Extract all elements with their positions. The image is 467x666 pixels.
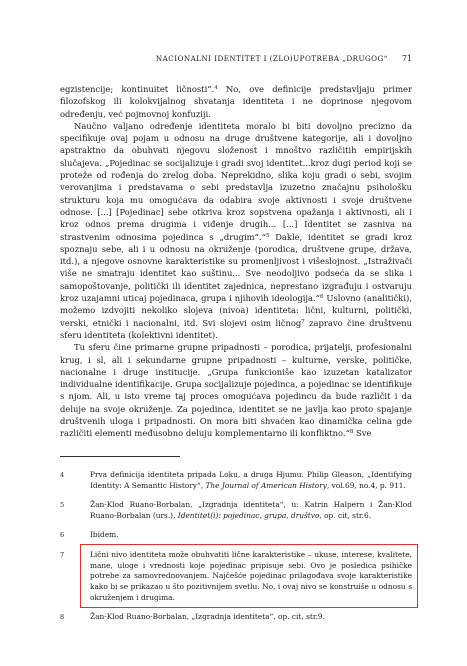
footnote-number: 6: [60, 531, 65, 540]
footnote-separator: [60, 456, 180, 457]
text-run: Uslovno (analitički), možemo izdvojiti nekoliko slojeva (nivoa) identiteta: lični, kulturni, politički, verski, etnički i nacionalni, itd. Svi slojevi osim ličnog: [60, 293, 412, 328]
footnote-text: [90, 500, 412, 522]
footnote-ref-5[interactable]: 5: [265, 232, 270, 239]
running-header: [60, 54, 412, 63]
text-run: , vol.69, no.4, p. 911.: [326, 480, 406, 490]
footnote-5: [60, 500, 412, 522]
page-number: 71: [401, 54, 412, 63]
text-run: Tu sferu čine primarne grupne pripadnosti – porodica, prijatelji, profesionalni krug, i sl, ali i sekundarne grupne pripadnosti – kulturne, verske, političke, nacionalne i druge institucije. „Grupa funkcioniše kao izuzetan katalizator individualne identifikacije. Grupa socijalizuje pojedinca, a pojedinac se identifikuje s njom. Ali, u isto vreme taj proces omogućava pojedincu da bude različit i da deluje na svoje okruženje. Za pojedinca, identitet se ne javlja kao proto spajanje društvenih uloga i pripadnosti. On mora biti shvaćen kao dinamička celina gde različiti elementi međusobno deluju komplementarno ili konfliktno.“: [60, 342, 412, 439]
book-title: Identitet(i): pojedinac, grupa, društvo: [177, 510, 320, 520]
footnote-text: Žan-Klod Ruano-Borbalan, „Izgradnja identiteta“, op. cit, str.9.: [90, 612, 325, 622]
footnote-6: [60, 530, 412, 541]
main-text: [60, 83, 412, 440]
footnotes: [60, 470, 412, 632]
footnote-number: 4: [60, 471, 65, 479]
footnote-number: 7: [60, 550, 65, 559]
footnote-ref-8[interactable]: 8: [349, 429, 354, 436]
text-run: , op. cit, str.6.: [319, 510, 372, 520]
paragraph-3: [60, 341, 412, 439]
footnote-text: Lični nivo identiteta može obuhvatiti lične karakteristike – ukuse, interese, kvalitete, mane, uloge i vrednosti koje pojedinac pripisuje sebi. Ovo je posledica psihičke potrebe za samovrednovanjem. Najčešće pojedinac prilagođava svoje karakteristike kako bi se prikazao u što pozitivnijem svetlu. No, i ovaj nivo se konstruiše u odnosu s okruženjem i drugima.: [90, 549, 412, 602]
footnote-number: 5: [60, 501, 65, 510]
text-run: Naučno valjano određenje identiteta moralo bi biti dovoljno precizno da specifikuje ovaj pojam u odnosu na druge društvene kategorije, ali i dovoljno apstraktno da obuhvati njegovu složenost i mnoštvo različitih empirijskih slučajeva. „Pojedinac se socijalizuje i gradi svoj identitet...kroz dugi period koji se proteže od rođenja do zrelog doba. Neprekidno, slika koju gradi o sebi, svojim verovanjima i predstavama o sebi predstavlja izuzetno značajnu psihološku strukturu koja mu omogućava da odabira svoje aktivnosti i svoje društvene odnose. [...] [Pojedinac] sebe otkriva kroz sopstvena opažanja i aktivnosti, ali i kroz odnos prema drugima i viđenje drugih... [...] Identitet se zasniva na strastvenim odnosima pojedinca s „drugim“.“: [60, 120, 412, 242]
text-run: Žan-Klod Ruano-Borbalan, „Izgradnja identiteta“, u: Katrin Halpern i Žan-Klod Ruano-Borbalan (urs.),: [90, 500, 412, 520]
footnote-7: [60, 550, 412, 604]
text-run: zapravo čine društvenu sferu identiteta (kolektivni identitet).: [60, 317, 412, 340]
text-run: Sve: [353, 428, 372, 439]
text-run: egzistencije; kontinuitet ličnosti“.: [60, 84, 215, 94]
paragraph-1: [60, 83, 412, 120]
footnote-4: [60, 470, 412, 492]
footnote-ref-7[interactable]: 7: [301, 318, 305, 325]
journal-title: The Journal of American History: [205, 480, 327, 490]
footnote-ref-6[interactable]: 6: [319, 294, 324, 301]
footnote-ref-4[interactable]: 4: [214, 85, 218, 91]
text-run: No, ove definicije predstavljaju primer filozofskog ili kolokvijalnog shvatanja identiteta i ne doprinose njegovom određenju, već pojmovnoj konfuziji.: [60, 84, 413, 119]
footnote-8: [60, 612, 412, 623]
running-title: NACIONALNI IDENTITET I (ZLO)UPOTREBA „DRUGOG“: [155, 54, 388, 63]
footnote-text: [90, 470, 412, 492]
footnote-number: 8: [60, 613, 65, 622]
text-run: Prva definicija identiteta pripada Loku, a druga Hjumu. Philip Gleason, „Identifying Identity: A Semantic History“,: [90, 470, 412, 490]
paragraph-2: [60, 120, 412, 341]
text-run: Dakle, identitet se gradi kroz spoznaju sebe, ali i u odnosu na okruženje (porodica, društvene grupe, država, itd.), a njegove osnovne karakteristike su promenljivost i višeslojnost. „Istraživači više ne smatraju identitet kao suštinu... Sve neodoljivo podseća da se slika i samopoštovanje, politički ili identitet zajednica, neprestano izgrađuju i ostvaruju kroz uzajamni uticaj pojedinaca, grupa i njihovih ideologija.“: [60, 231, 412, 304]
footnote-text: Ibidem.: [90, 530, 119, 540]
